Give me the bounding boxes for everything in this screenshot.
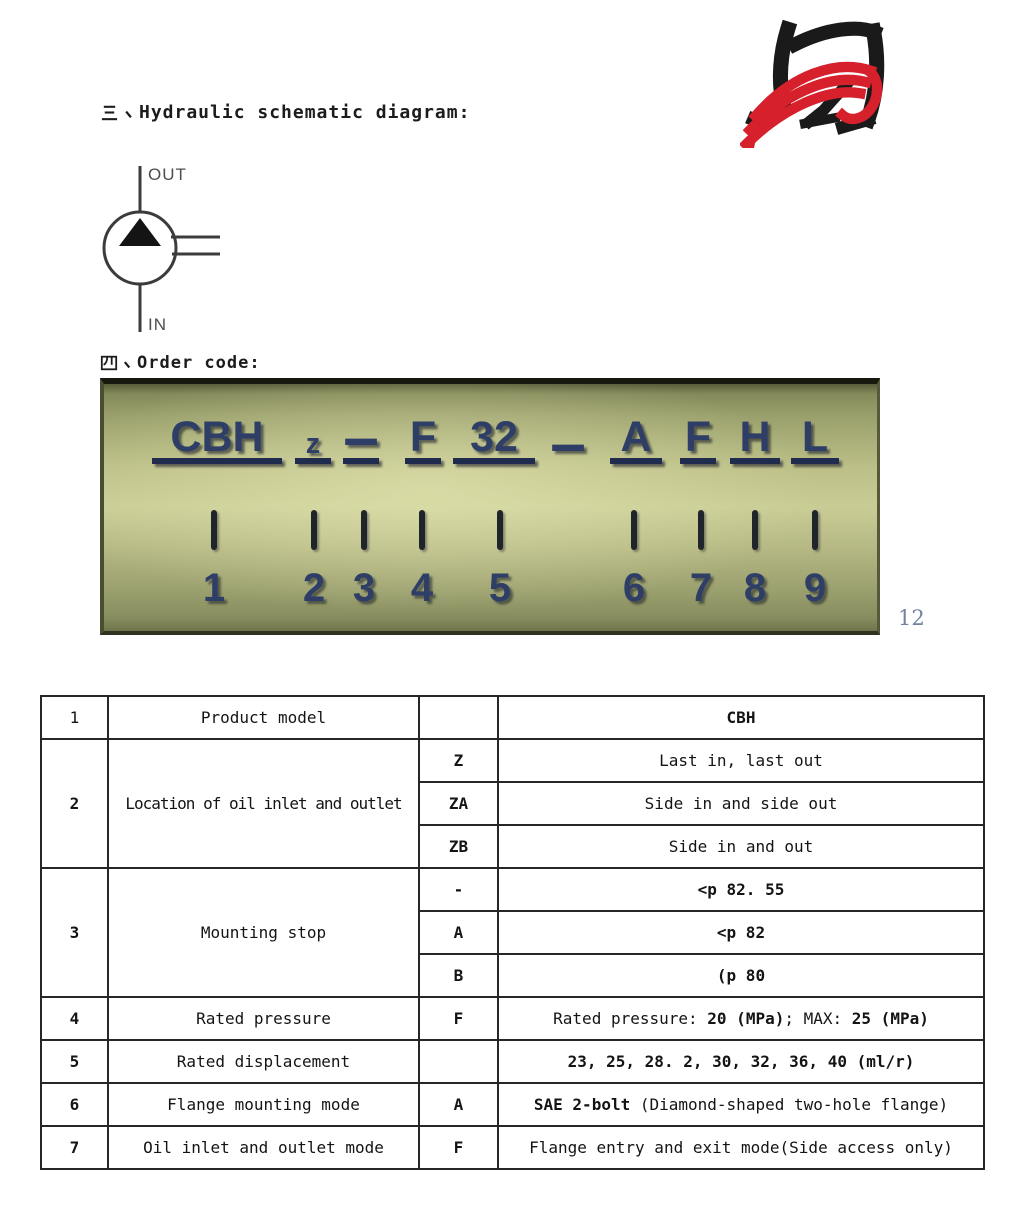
row-number-cell: 1 [41, 696, 108, 739]
product-model-value: CBH [498, 696, 984, 739]
value-text: Rated pressure: [553, 1009, 708, 1028]
code-cell: F [419, 997, 498, 1040]
position-number: 3 [352, 566, 376, 610]
position-tick [419, 510, 425, 550]
order-code-segment: CBH [152, 410, 282, 464]
position-tick [812, 510, 818, 550]
inlet-outlet-location-label: Location of oil inlet and outlet [108, 739, 419, 868]
value-cell: <p 82. 55 [498, 868, 984, 911]
mounting-stop-label: Mounting stop [108, 868, 419, 997]
position-number: 2 [302, 566, 326, 610]
table-row [41, 1126, 984, 1169]
table-row [41, 739, 984, 782]
position-tick [361, 510, 367, 550]
position-number: 1 [202, 566, 226, 610]
value-cell: Last in, last out [498, 739, 984, 782]
order-code-spec-table [40, 695, 985, 1170]
order-code-segment: F [680, 410, 716, 464]
row-number-cell: 5 [41, 1040, 108, 1083]
code-cell: A [419, 1083, 498, 1126]
order-code-segment: A [610, 410, 662, 464]
value-text: 20 (MPa) [707, 1009, 785, 1028]
position-tick [311, 510, 317, 550]
order-code-figure [100, 378, 880, 635]
cjk-three-icon [100, 103, 119, 122]
order-code-segment: F [405, 410, 441, 464]
product-model-label: Product model [108, 696, 419, 739]
position-tick [698, 510, 704, 550]
order-code-segment: H [730, 410, 780, 464]
section3-title: Hydraulic schematic diagram: [139, 102, 471, 123]
code-cell: - [419, 868, 498, 911]
order-code-segment: – [550, 407, 586, 480]
code-cell: B [419, 954, 498, 997]
rated-displacement-value: 23, 25, 28. 2, 30, 32, 36, 40 (ml/r) [498, 1040, 984, 1083]
code-cell: F [419, 1126, 498, 1169]
row-number-cell: 3 [41, 868, 108, 997]
table-row [41, 997, 984, 1040]
order-code-segment: L [791, 410, 839, 464]
row-number-cell: 2 [41, 739, 108, 868]
position-tick [631, 510, 637, 550]
value-text: 25 (MPa) [851, 1009, 929, 1028]
value-cell: Side in and side out [498, 782, 984, 825]
row-number-cell: 4 [41, 997, 108, 1040]
table-row [41, 1083, 984, 1126]
value-cell: Side in and out [498, 825, 984, 868]
position-tick [497, 510, 503, 550]
code-cell: Z [419, 739, 498, 782]
table-row [41, 696, 984, 739]
rated-pressure-label: Rated pressure [108, 997, 419, 1040]
company-logo [740, 16, 892, 148]
position-number: 9 [803, 566, 827, 610]
code-cell: A [419, 911, 498, 954]
order-code-segment: 32 [453, 410, 535, 464]
value-cell: (p 80 [498, 954, 984, 997]
rated-displacement-label: Rated displacement [108, 1040, 419, 1083]
row-number-cell: 7 [41, 1126, 108, 1169]
row-number-cell: 6 [41, 1083, 108, 1126]
value-text: ; MAX: [784, 1009, 852, 1028]
cjk-comma-icon [122, 354, 133, 372]
cjk-four-icon [100, 354, 118, 372]
position-number: 8 [743, 566, 767, 610]
pump-in-label: IN [148, 315, 167, 334]
position-number: 7 [689, 566, 713, 610]
position-tick [752, 510, 758, 550]
cjk-comma-icon [123, 103, 135, 122]
value-cell: <p 82 [498, 911, 984, 954]
table-row [41, 1040, 984, 1083]
position-number: 4 [410, 566, 434, 610]
inlet-outlet-mode-label: Oil inlet and outlet mode [108, 1126, 419, 1169]
order-code-segment: z [295, 410, 331, 464]
position-number: 6 [622, 566, 646, 610]
flange-mounting-value [498, 1083, 984, 1126]
position-tick [211, 510, 217, 550]
inlet-outlet-mode-value: Flange entry and exit mode(Side access only) [498, 1126, 984, 1169]
value-text: SAE 2-bolt [533, 1095, 631, 1114]
flange-mounting-label: Flange mounting mode [108, 1083, 419, 1126]
position-number: 5 [488, 566, 512, 610]
code-cell: ZB [419, 825, 498, 868]
section4-title: Order code: [137, 353, 261, 373]
pump-out-label: OUT [148, 165, 187, 184]
page-number: 12 [898, 606, 925, 630]
section-heading-hydraulic [100, 102, 470, 123]
code-cell [419, 696, 498, 739]
code-cell: ZA [419, 782, 498, 825]
section-heading-order-code [100, 353, 261, 373]
rated-pressure-value [498, 997, 984, 1040]
value-text: (Diamond-shaped two-hole flange) [630, 1095, 949, 1114]
pump-schematic-symbol [70, 158, 240, 348]
order-code-segment: – [343, 401, 379, 474]
table-row [41, 868, 984, 911]
code-cell [419, 1040, 498, 1083]
